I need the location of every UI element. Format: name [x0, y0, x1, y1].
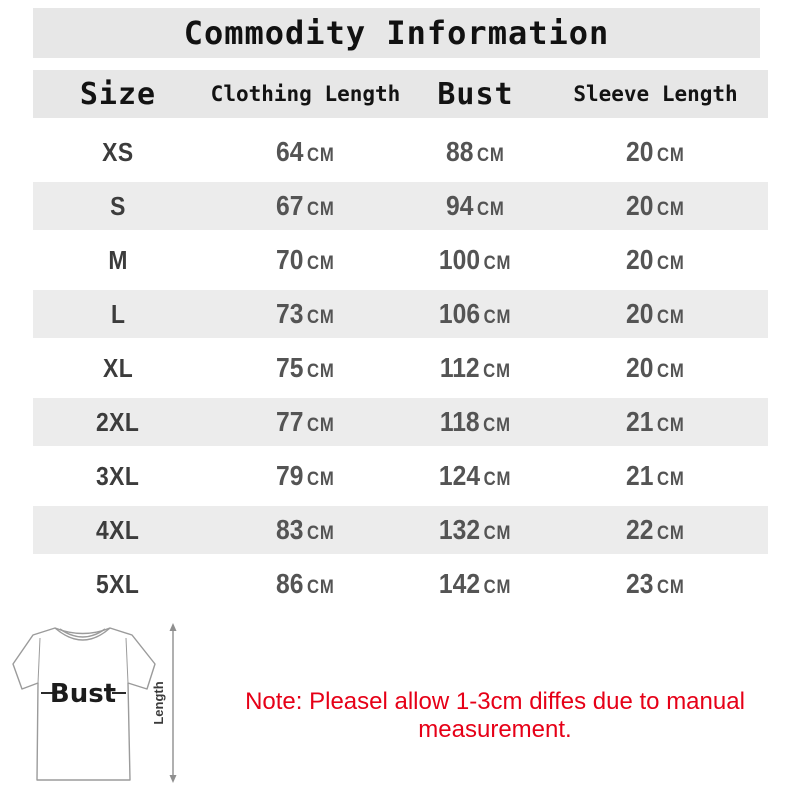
unit-label: CM	[483, 253, 512, 274]
bust-cell: 142 CM	[439, 568, 512, 599]
unit-label: CM	[657, 415, 685, 436]
size-cell: 2XL	[96, 406, 140, 437]
sleeve-length-cell: 20 CM	[626, 352, 685, 383]
title-band	[33, 8, 760, 58]
unit-label: CM	[483, 307, 512, 328]
clothing-length-cell: 83 CM	[276, 514, 335, 545]
unit-label: CM	[483, 415, 512, 436]
tshirt-measurement-diagram	[5, 612, 200, 797]
unit-label: CM	[657, 199, 685, 220]
table-row	[33, 182, 768, 230]
clothing-length-cell: 86 CM	[276, 568, 335, 599]
bust-cell: 100 CM	[439, 244, 512, 275]
clothing-length-cell: 70 CM	[276, 244, 335, 275]
unit-label: CM	[657, 145, 685, 166]
size-cell: XL	[102, 352, 134, 383]
bust-cell: 132 CM	[439, 514, 512, 545]
unit-label: CM	[307, 415, 335, 436]
sleeve-length-cell: 23 CM	[626, 568, 685, 599]
unit-label: CM	[307, 577, 335, 598]
table-row	[33, 290, 768, 338]
table-row	[33, 560, 768, 608]
unit-label: CM	[483, 361, 512, 382]
sleeve-length-cell: 21 CM	[626, 406, 685, 437]
table-row	[33, 506, 768, 554]
bust-cell: 112 CM	[439, 352, 512, 383]
clothing-length-cell: 64 CM	[276, 136, 335, 167]
unit-label: CM	[307, 469, 335, 490]
sleeve-length-cell: 21 CM	[626, 460, 685, 491]
clothing-length-cell: 79 CM	[276, 460, 335, 491]
unit-label: CM	[657, 523, 685, 544]
unit-label: CM	[657, 361, 685, 382]
size-cell: 5XL	[96, 568, 140, 599]
table-row	[33, 398, 768, 446]
length-dimension-line	[170, 623, 177, 783]
table-row	[33, 236, 768, 284]
table-row	[33, 344, 768, 392]
size-cell: XS	[102, 136, 134, 167]
size-cell: S	[110, 190, 126, 221]
bust-cell: 124 CM	[439, 460, 512, 491]
sleeve-length-cell: 20 CM	[626, 136, 685, 167]
bust-cell: 88 CM	[446, 136, 505, 167]
clothing-length-cell: 75 CM	[276, 352, 335, 383]
unit-label: CM	[483, 577, 512, 598]
length-label: Length	[151, 681, 166, 725]
table-row	[33, 128, 768, 176]
size-cell: 3XL	[96, 460, 140, 491]
unit-label: CM	[477, 145, 505, 166]
unit-label: CM	[657, 253, 685, 274]
bust-cell: 118 CM	[439, 406, 512, 437]
header-bust: Bust	[437, 76, 514, 112]
unit-label: CM	[657, 577, 685, 598]
size-cell: M	[108, 244, 128, 275]
sleeve-length-cell: 20 CM	[626, 190, 685, 221]
unit-label: CM	[657, 307, 685, 328]
sleeve-length-cell: 22 CM	[626, 514, 685, 545]
clothing-length-cell: 73 CM	[276, 298, 335, 329]
size-cell: 4XL	[96, 514, 140, 545]
unit-label: CM	[477, 199, 505, 220]
header-size: Size	[79, 76, 157, 112]
unit-label: CM	[307, 361, 335, 382]
table-row	[33, 452, 768, 500]
sleeve-length-cell: 20 CM	[626, 298, 685, 329]
bust-cell: 94 CM	[446, 190, 505, 221]
table-header-row	[33, 70, 768, 118]
clothing-length-cell: 77 CM	[276, 406, 335, 437]
clothing-length-cell: 67 CM	[276, 190, 335, 221]
unit-label: CM	[483, 469, 512, 490]
unit-label: CM	[307, 307, 335, 328]
bust-label: Bust	[49, 679, 117, 709]
unit-label: CM	[483, 523, 512, 544]
unit-label: CM	[307, 253, 335, 274]
page-title: Commodity Information	[183, 14, 610, 52]
measurement-note: Note: Pleasel allow 1-3cm diffes due to manual measurement.	[245, 688, 745, 743]
header-sleeve-length: Sleeve Length	[573, 82, 738, 106]
unit-label: CM	[307, 523, 335, 544]
unit-label: CM	[657, 469, 685, 490]
size-table-rows	[33, 128, 768, 614]
unit-label: CM	[307, 199, 335, 220]
sleeve-length-cell: 20 CM	[626, 244, 685, 275]
unit-label: CM	[307, 145, 335, 166]
bust-cell: 106 CM	[439, 298, 512, 329]
header-clothing-length: Clothing Length	[210, 82, 401, 106]
size-cell: L	[110, 298, 126, 329]
